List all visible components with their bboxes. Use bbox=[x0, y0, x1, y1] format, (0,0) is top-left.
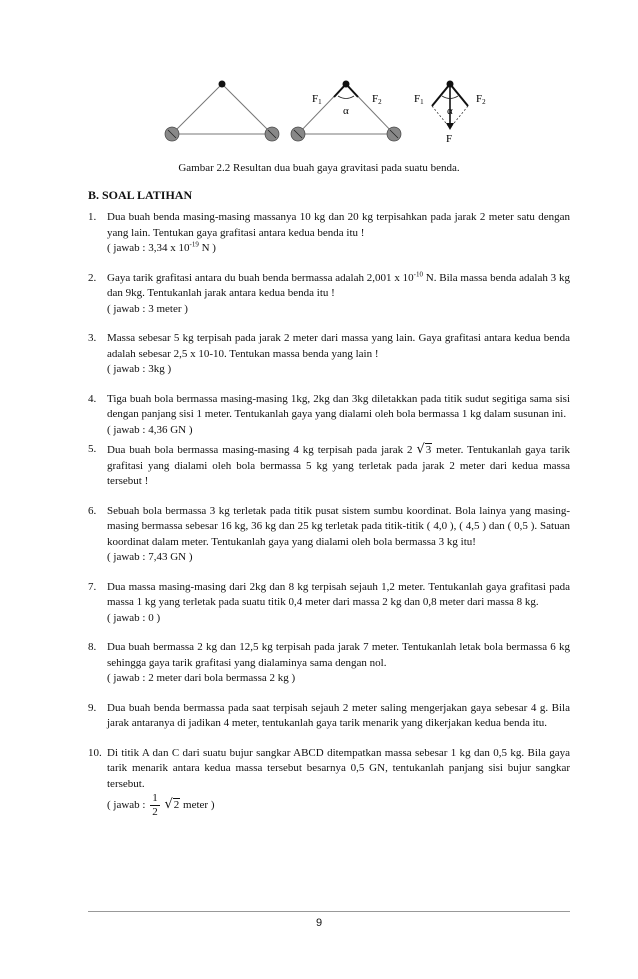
label-f1: F1 bbox=[312, 93, 322, 106]
item-question: Di titik A dan C dari suatu bujur sangkar ABCD ditempatkan massa sebesar 1 kg dan 0,5 kg. Bila gaya tarik menarik antara kedua massa tersebut besarnya 0,5 GN, tentukanlah panjang sisi bujur sangkar tersebut. bbox=[107, 746, 570, 790]
sqrt-symbol: √3 bbox=[416, 442, 432, 457]
exercise-item-5 bbox=[88, 442, 570, 490]
item-question: Dua massa masing-masing dari 2kg dan 8 kg terpisah sejauh 1,2 meter. Tentukanlah gaya grafitasi pada massa 1 kg yang terletak pada suatu titik 0,4 meter dari massa 2 kg dan 0,8 meter dari massa 8 kg. bbox=[107, 580, 570, 608]
item-number: 1. bbox=[88, 211, 97, 223]
item-number: 9. bbox=[88, 701, 97, 714]
item-question: Dua buah benda bermassa pada saat terpisah sejauh 2 meter saling mengerjakan gaya sebesar 4 g. Bila jarak antaranya di jadikan 4 meter, tentukanlah gaya tarik menarik yang dikerjakan kedua benda itu. bbox=[107, 701, 570, 729]
exercise-item-9 bbox=[88, 701, 570, 732]
item-answer: ( jawab : 4,36 GN ) bbox=[107, 423, 193, 436]
exercise-list bbox=[88, 210, 570, 819]
label-f-resultant: F bbox=[446, 133, 453, 145]
item-answer: ( jawab : 0 ) bbox=[107, 611, 161, 624]
item-answer: ( jawab : 3 meter ) bbox=[107, 302, 188, 315]
item-number: 5. bbox=[88, 443, 97, 455]
label-f2-resultant: F2 bbox=[476, 93, 486, 106]
label-alpha: α bbox=[343, 105, 349, 117]
page-number: 9 bbox=[315, 917, 323, 929]
exercise-item-10 bbox=[88, 746, 570, 820]
exercise-item-6 bbox=[88, 504, 570, 566]
item-number: 2. bbox=[88, 271, 97, 284]
item-answer: ( jawab : 7,43 GN ) bbox=[107, 551, 193, 563]
item-number: 3. bbox=[88, 332, 97, 344]
exercise-item-4 bbox=[88, 392, 570, 439]
label-alpha-resultant: α bbox=[447, 105, 453, 117]
section-title: B. SOAL LATIHAN bbox=[88, 188, 193, 202]
item-number: 4. bbox=[88, 392, 97, 405]
fraction: $\frac{1}{2}$ bbox=[152, 792, 158, 818]
figure-triangle-plain bbox=[165, 81, 279, 142]
item-number: 6. bbox=[88, 504, 97, 517]
item-question: Gaya tarik grafitasi antara du buah benda bermassa adalah 2,001 x $10^{-10}$ N. Bila massa benda adalah 3 kg dan 9kg. Tentukanlah jarak antara kedua benda itu ! bbox=[107, 269, 570, 299]
exercise-item-1 bbox=[88, 210, 570, 257]
item-answer: ( jawab : 3kg ) bbox=[107, 363, 172, 375]
gravitational-force-figures bbox=[0, 70, 638, 160]
item-number: 10. bbox=[88, 746, 102, 759]
item-question: Massa sebesar 5 kg terpisah pada jarak 2 meter dari massa yang lain. Gaya grafitasi antara kedua benda adalah sebesar 2,5 x 10-10. Tentukan massa benda yang lain ! bbox=[107, 332, 570, 360]
item-question: Dua buah bola bermassa masing-masing 4 kg terpisah pada jarak 2 √3 meter. Tentukanlah gaya tarik grafitasi yang dialami oleh bola bermassa 5 kg yang terletak pada jarak 2 meter dari kedua massa tersebut ! bbox=[107, 442, 571, 487]
item-question: Tiga buah bola bermassa masing-masing 1kg, 2kg dan 3kg diletakkan pada titik sudut segitiga sama sisi dengan panjang sisi 1 meter. Tentukanlah gaya yang dialami oleh bola bermassa 1 kg dalam susunan ini. bbox=[107, 392, 570, 420]
exercise-item-8 bbox=[88, 640, 570, 687]
label-f2: F2 bbox=[372, 93, 382, 106]
item-number: 7. bbox=[88, 580, 97, 593]
item-question: Dua buah benda masing-masing massanya 10 kg dan 20 kg terpisahkan pada jarak 2 meter satu dengan yang lain. Tentukan gaya grafitasi antara kedua benda itu ! bbox=[107, 211, 570, 239]
footer-divider bbox=[88, 911, 570, 912]
item-question: Sebuah bola bermassa 3 kg terletak pada titik pusat sistem sumbu koordinat. Bola lainya yang masing-masing bermassa sebesar 16 kg, 36 kg dan 25 kg terletak pada titik-titik ( 4,0 ), ( 4,5 ) dan ( 0,5 ). Satuan koordinat dalam meter. Tentukanlah gaya yang dialami oleh bola bermassa 3 kg itu! bbox=[107, 504, 570, 548]
label-f1-resultant: F1 bbox=[414, 93, 424, 106]
item-answer: ( jawab : 3,34 x $10^{-19}$ N ) bbox=[107, 240, 216, 254]
sqrt-symbol: √2 bbox=[164, 797, 180, 813]
exercise-item-2 bbox=[88, 271, 570, 318]
item-number: 8. bbox=[88, 641, 97, 653]
exercise-item-7 bbox=[88, 580, 570, 627]
item-answer: ( jawab : 2 meter dari bola bermassa 2 kg ) bbox=[107, 672, 296, 684]
figure-caption: Gambar 2.2 Resultan dua buah gaya gravitasi pada suatu benda. bbox=[178, 162, 460, 174]
item-question: Dua buah bermassa 2 kg dan 12,5 kg terpisah pada jarak 7 meter. Tentukanlah letak bola bermassa 6 kg sehingga gaya tarik grafitasi yang dialaminya sama dengan nol. bbox=[107, 641, 570, 669]
item-answer: ( jawab : $\frac{1}{2}$ √2 meter ) bbox=[107, 792, 215, 818]
exercise-item-3 bbox=[88, 331, 570, 378]
